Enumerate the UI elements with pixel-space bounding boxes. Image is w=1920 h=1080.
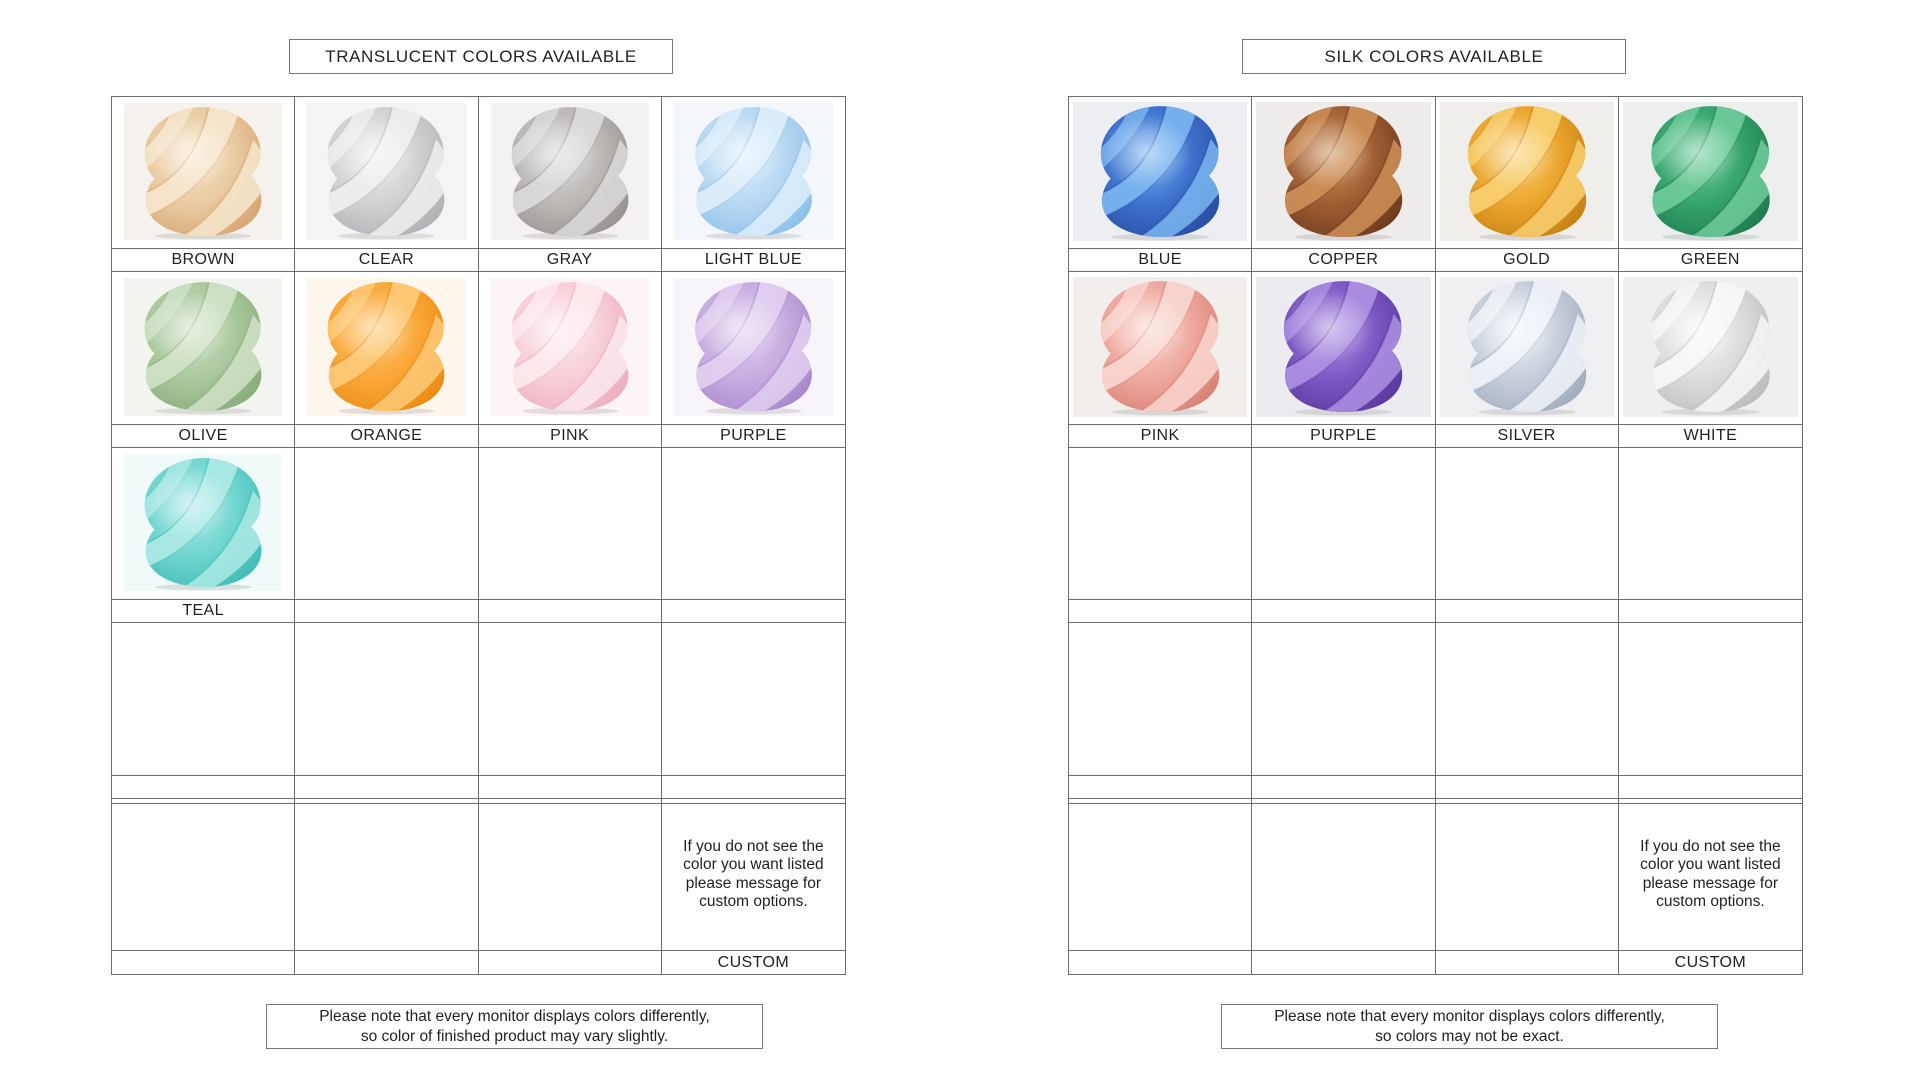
green-vase-image [1623, 102, 1798, 241]
color-label-white: WHITE [1619, 425, 1802, 448]
empty-label-cell [295, 951, 478, 974]
clear-vase-image [307, 103, 465, 240]
color-label-pink: PINK [479, 425, 662, 448]
empty-label-cell [479, 951, 662, 974]
empty-cell [1619, 623, 1802, 775]
translucent-title-box [289, 39, 673, 74]
color-label-olive: OLIVE [112, 425, 295, 448]
empty-cell [479, 623, 662, 775]
pink-photo [491, 278, 649, 415]
empty-label-cell [112, 951, 295, 974]
color-label-gray: GRAY [479, 249, 662, 272]
empty-cell [1252, 799, 1435, 951]
color-label-pink: PINK [1069, 425, 1252, 448]
silk-disclaimer-box [1221, 1004, 1718, 1049]
custom-label: CUSTOM [717, 953, 790, 971]
empty-cell [295, 799, 478, 951]
silver-vase-image [1440, 277, 1614, 416]
color-cell-purple [1252, 272, 1435, 424]
empty-label-cell [1436, 600, 1619, 623]
empty-cell [479, 448, 662, 600]
silver-photo [1440, 277, 1614, 416]
color-label-teal: TEAL [112, 600, 295, 623]
light-blue-photo [674, 103, 833, 240]
gold-vase-image [1440, 102, 1614, 241]
empty-label-cell [479, 600, 662, 623]
empty-cell [1069, 623, 1252, 775]
empty-cell [662, 623, 845, 775]
silk-title: SILK COLORS AVAILABLE [1324, 46, 1544, 66]
gold-photo [1440, 102, 1614, 241]
custom-label: CUSTOM [1674, 953, 1747, 971]
custom-options-note: If you do not see the color you want listed please message for custom options. [1640, 837, 1781, 911]
empty-label-cell [1069, 951, 1252, 974]
color-label-purple: PURPLE [662, 425, 845, 448]
empty-cell [1436, 623, 1619, 775]
empty-cell [112, 623, 295, 775]
blue-vase-image [1073, 102, 1247, 241]
empty-label-cell [295, 600, 478, 623]
translucent-title: TRANSLUCENT COLORS AVAILABLE [325, 46, 637, 66]
color-cell-gold [1436, 97, 1619, 249]
color-cell-pink [1069, 272, 1252, 424]
color-cell-pink [479, 272, 662, 424]
empty-cell [1069, 799, 1252, 951]
empty-label-cell [1252, 951, 1435, 974]
empty-label-cell [112, 776, 295, 799]
empty-cell [662, 448, 845, 600]
disclaimer-line2: so color of finished product may vary slightly. [360, 1027, 669, 1045]
empty-cell [295, 448, 478, 600]
brown-photo [124, 103, 282, 240]
custom-cell [662, 799, 845, 951]
light-blue-vase-image [674, 103, 833, 240]
color-cell-olive [112, 272, 295, 424]
color-label-clear: CLEAR [295, 249, 478, 272]
empty-cell [1619, 448, 1802, 600]
pink-photo [1073, 277, 1247, 416]
gray-vase-image [491, 103, 649, 240]
color-cell-white [1619, 272, 1802, 424]
purple-photo [674, 278, 833, 415]
color-cell-gray [479, 97, 662, 249]
empty-cell [1069, 448, 1252, 600]
olive-photo [124, 278, 282, 415]
color-cell-purple [662, 272, 845, 424]
orange-photo [307, 278, 465, 415]
empty-label-cell [662, 600, 845, 623]
gray-photo [491, 103, 649, 240]
disclaimer-line1: Please note that every monitor displays colors differently, [1274, 1007, 1665, 1025]
orange-vase-image [307, 278, 465, 415]
color-cell-orange [295, 272, 478, 424]
empty-cell [479, 799, 662, 951]
silk-title-box [1242, 39, 1626, 74]
pink-vase-image [491, 278, 649, 415]
empty-cell [1252, 623, 1435, 775]
custom-cell [1619, 799, 1802, 951]
color-cell-teal [112, 448, 295, 600]
color-label-light-blue: LIGHT BLUE [662, 249, 845, 272]
color-cell-clear [295, 97, 478, 249]
color-cell-blue [1069, 97, 1252, 249]
empty-label-cell [1069, 776, 1252, 799]
color-cell-silver [1436, 272, 1619, 424]
empty-label-cell [295, 776, 478, 799]
translucent-disclaimer-box [266, 1004, 763, 1049]
color-label-brown: BROWN [112, 249, 295, 272]
color-label-gold: GOLD [1436, 249, 1619, 272]
clear-photo [307, 103, 465, 240]
custom-options-note: If you do not see the color you want listed please message for custom options. [683, 837, 824, 911]
color-label-purple: PURPLE [1252, 425, 1435, 448]
empty-cell [295, 623, 478, 775]
color-cell-brown [112, 97, 295, 249]
empty-cell [1436, 799, 1619, 951]
color-label-copper: COPPER [1252, 249, 1435, 272]
color-label-green: GREEN [1619, 249, 1802, 272]
empty-label-cell [1619, 600, 1802, 623]
purple-vase-image [674, 278, 833, 415]
color-label-orange: ORANGE [295, 425, 478, 448]
empty-cell [112, 799, 295, 951]
copper-vase-image [1256, 102, 1430, 241]
empty-label-cell [1069, 600, 1252, 623]
purple-vase-image [1256, 277, 1430, 416]
blue-photo [1073, 102, 1247, 241]
white-photo [1623, 277, 1798, 416]
teal-vase-image [124, 454, 282, 591]
purple-photo [1256, 277, 1430, 416]
empty-label-cell [1436, 776, 1619, 799]
translucent-color-table [111, 96, 846, 975]
empty-label-cell [1252, 600, 1435, 623]
color-cell-light-blue [662, 97, 845, 249]
disclaimer-line1: Please note that every monitor displays colors differently, [319, 1007, 710, 1025]
brown-vase-image [124, 103, 282, 240]
color-cell-copper [1252, 97, 1435, 249]
empty-label-cell [479, 776, 662, 799]
copper-photo [1256, 102, 1430, 241]
color-cell-green [1619, 97, 1802, 249]
color-label-blue: BLUE [1069, 249, 1252, 272]
teal-photo [124, 454, 282, 591]
silk-color-table [1068, 96, 1803, 975]
green-photo [1623, 102, 1798, 241]
olive-vase-image [124, 278, 282, 415]
white-vase-image [1623, 277, 1798, 416]
disclaimer-line2: so colors may not be exact. [1375, 1027, 1564, 1045]
color-label-silver: SILVER [1436, 425, 1619, 448]
empty-label-cell [1619, 776, 1802, 799]
empty-label-cell [1436, 951, 1619, 974]
empty-label-cell [662, 776, 845, 799]
empty-cell [1436, 448, 1619, 600]
empty-cell [1252, 448, 1435, 600]
pink-vase-image [1073, 277, 1247, 416]
empty-label-cell [1252, 776, 1435, 799]
